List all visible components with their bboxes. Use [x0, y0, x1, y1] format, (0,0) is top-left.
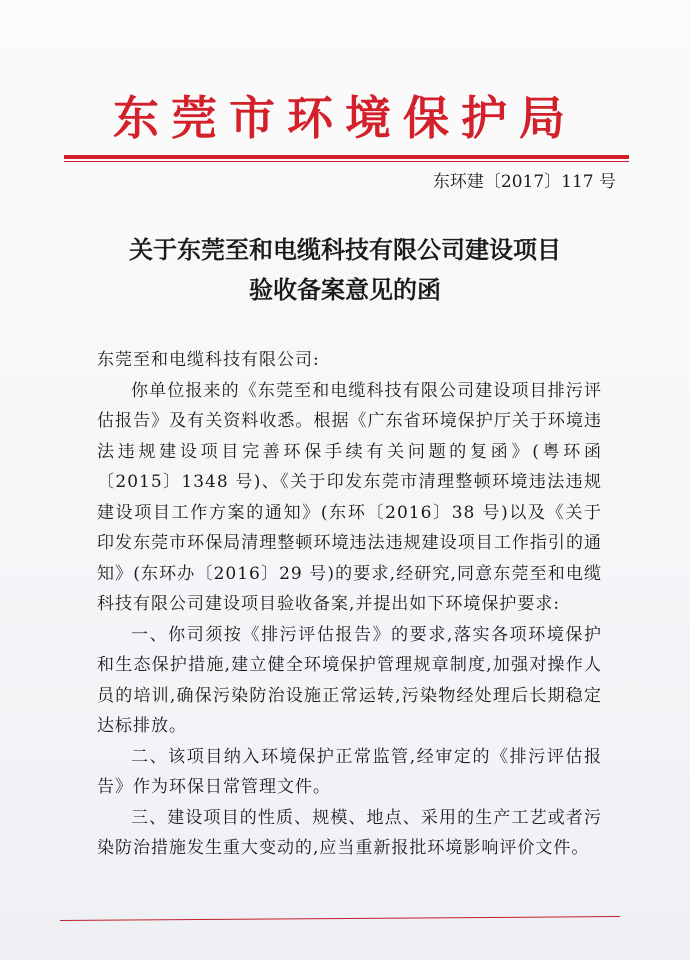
letterhead-red-rule: [64, 155, 629, 159]
document-number: 东环建〔2017〕117 号: [432, 172, 616, 192]
document-body: [97, 345, 602, 864]
title-line-1: 关于东莞至和电缆科技有限公司建设项目: [129, 235, 561, 264]
body-paragraph-2: 一、你司须按《排污评估报告》的要求,落实各项环境保护和生态保护措施,建立健全环境保护管理规章制度,加强对操作人员的培训,确保污染防治设施正常运转,污染物经处理后长期稳定达标排放。: [97, 624, 602, 736]
body-paragraph-3: 二、该项目纳入环境保护正常监管,经审定的《排污评估报告》作为环保日常管理文件。: [97, 746, 602, 797]
title-line-2: 验收备案意见的函: [249, 275, 441, 304]
bottom-red-line: [60, 916, 620, 921]
document-title: [0, 230, 690, 310]
addressee: 东莞至和电缆科技有限公司:: [97, 350, 320, 370]
body-paragraph-4: 三、建设项目的性质、规模、地点、采用的生产工艺或者污染防治措施发生重大变动的,应当重新报批环境影响评价文件。: [97, 807, 602, 858]
body-paragraph-1: 你单位报来的《东莞至和电缆科技有限公司建设项目排污评估报告》及有关资料收悉。根据《广东省环境保护厅关于环境违法违规建设项目完善环保手续有关问题的复函》(粤环函〔2015〕1348 号)、《关于印发东莞市清理整顿环境违法违规建设项目工作方案的通知》(东环〔2016〕38 号)以及《关于印发东莞市环保局清理整顿环境违法违规建设项目工作指引的通知》(东环办〔2016〕29 号)的要求,经研究,同意东莞至和电缆科技有限公司建设项目验收备案,并提出如下环境保护要求:: [97, 380, 602, 614]
letterhead-red-rule-thin: [64, 161, 629, 162]
letterhead-title: 东莞市环境保护局: [113, 91, 577, 145]
